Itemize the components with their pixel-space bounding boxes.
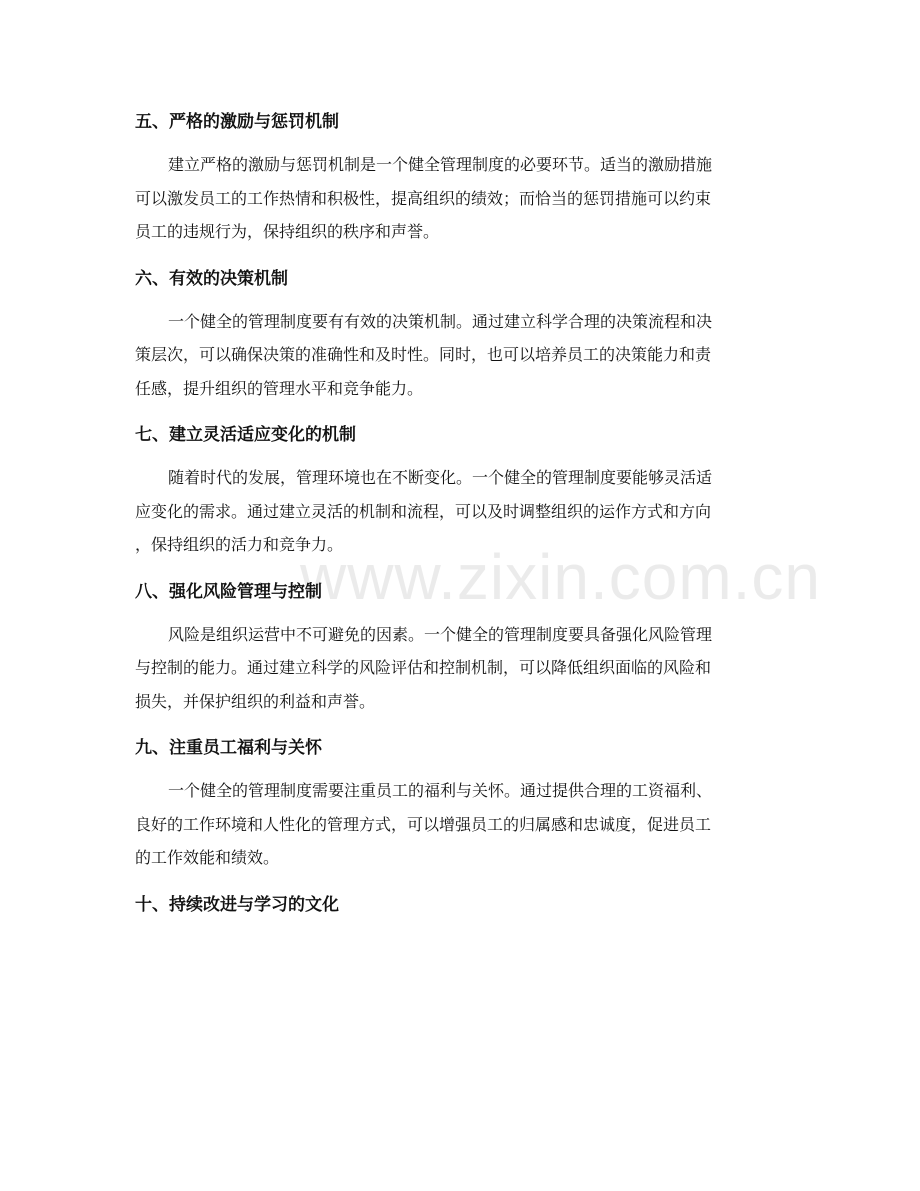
paragraph-line: 与控制的能力。通过建立科学的风险评估和控制机制，可以降低组织面临的风险和 <box>135 658 712 677</box>
section-paragraph <box>135 305 787 406</box>
paragraph-line: 随着时代的发展，管理环境也在不断变化。一个健全的管理制度要能够灵活适 <box>168 468 713 487</box>
paragraph-line: 的工作效能和绩效。 <box>135 848 280 867</box>
section-heading: 七、建立灵活适应变化的机制 <box>135 425 356 445</box>
paragraph-line: 一个健全的管理制度要有有效的决策机制。通过建立科学合理的决策流程和决 <box>168 311 713 331</box>
section-5 <box>135 104 787 249</box>
paragraph-line: 可以激发员工的工作热情和积极性，提高组织的绩效；而恰当的惩罚措施可以约束 <box>135 188 712 208</box>
paragraph-line: 员工的违规行为，保持组织的秩序和声誉。 <box>135 222 440 241</box>
paragraph-line: 损失，并保护组织的利益和声誉。 <box>135 691 376 711</box>
document-body <box>135 104 787 931</box>
section-8 <box>135 574 787 719</box>
paragraph-line: 良好的工作环境和人性化的管理方式，可以增强员工的归属感和忠诚度，促进员工 <box>135 814 712 834</box>
section-heading: 八、强化风险管理与控制 <box>135 581 322 602</box>
section-6 <box>135 261 787 406</box>
paragraph-line: 建立严格的激励与惩罚机制是一个健全管理制度的必要环节。适当的激励措施 <box>168 155 713 174</box>
section-paragraph <box>135 461 787 562</box>
paragraph-line: 应变化的需求。通过建立灵活的机制和流程，可以及时调整组织的运作方式和方向 <box>135 501 712 521</box>
section-9 <box>135 730 787 875</box>
paragraph-line: 策层次，可以确保决策的准确性和及时性。同时，也可以培养员工的决策能力和责 <box>135 345 712 364</box>
section-10 <box>135 887 787 923</box>
section-heading: 五、严格的激励与惩罚机制 <box>135 112 339 132</box>
section-paragraph <box>135 774 787 875</box>
section-heading: 十、持续改进与学习的文化 <box>135 894 339 915</box>
section-7 <box>135 417 787 562</box>
section-paragraph <box>135 148 787 249</box>
paragraph-line: 一个健全的管理制度需要注重员工的福利与关怀。通过提供合理的工资福利、 <box>168 781 713 800</box>
section-heading: 九、注重员工福利与关怀 <box>135 738 322 758</box>
watermark: www.zixin.com.cn <box>300 541 821 613</box>
paragraph-line: 风险是组织运营中不可避免的因素。一个健全的管理制度要具备强化风险管理 <box>168 624 713 644</box>
section-heading: 六、有效的决策机制 <box>135 268 288 289</box>
paragraph-line: 任感，提升组织的管理水平和竞争能力。 <box>135 378 424 398</box>
section-paragraph <box>135 618 787 719</box>
paragraph-line: ，保持组织的活力和竞争力。 <box>135 535 344 554</box>
